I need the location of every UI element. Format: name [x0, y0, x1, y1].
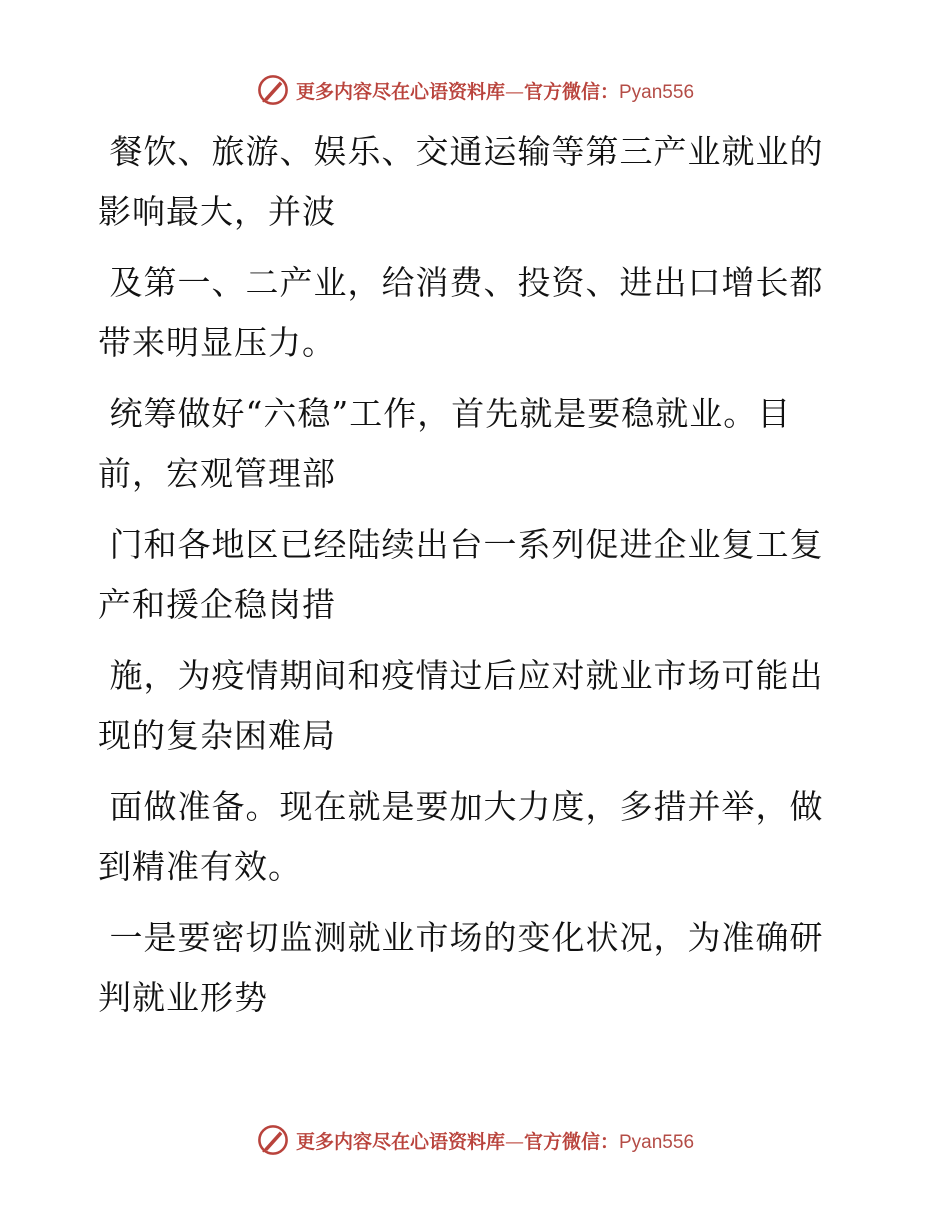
paragraph-line: 影响最大，并波: [98, 192, 336, 231]
watermark-text: 更多内容尽在心语资料库—官方微信：Pyan556: [295, 1130, 695, 1153]
quill-logo-icon: [256, 1123, 290, 1157]
paragraph-line: 产和援企稳岗措: [98, 585, 336, 624]
watermark-text: 更多内容尽在心语资料库—官方微信：Pyan556: [295, 80, 695, 103]
footer-watermark: [0, 1120, 950, 1160]
paragraph-line: 到精准有效。: [98, 847, 302, 886]
paragraph-2: [98, 253, 838, 373]
quill-logo-icon: [256, 73, 290, 107]
paragraph-line: 餐饮、旅游、娱乐、交通运输等第三产业就业的: [98, 132, 824, 171]
paragraph-3: [98, 384, 838, 504]
paragraph-4: [98, 515, 838, 635]
paragraph-line: 门和各地区已经陆续出台一系列促进企业复工复: [98, 525, 824, 564]
document-body: [98, 122, 838, 1039]
paragraph-line: 施，为疫情期间和疫情过后应对就业市场可能出: [98, 656, 824, 695]
paragraph-6: [98, 777, 838, 897]
paragraph-line: 前，宏观管理部: [98, 454, 336, 493]
paragraph-line: 一是要密切监测就业市场的变化状况，为准确研: [98, 918, 824, 957]
paragraph-1: [98, 122, 838, 242]
paragraph-5: [98, 646, 838, 766]
paragraph-line: 及第一、二产业，给消费、投资、进出口增长都: [98, 263, 824, 302]
paragraph-line: 统筹做好“六稳”工作，首先就是要稳就业。目: [98, 394, 792, 433]
paragraph-line: 判就业形势: [98, 978, 268, 1017]
paragraph-line: 现的复杂困难局: [98, 716, 336, 755]
header-watermark: [0, 70, 950, 110]
paragraph-line: 带来明显压力。: [98, 323, 336, 362]
paragraph-line: 面做准备。现在就是要加大力度，多措并举，做: [98, 787, 824, 826]
paragraph-7: [98, 908, 838, 1028]
